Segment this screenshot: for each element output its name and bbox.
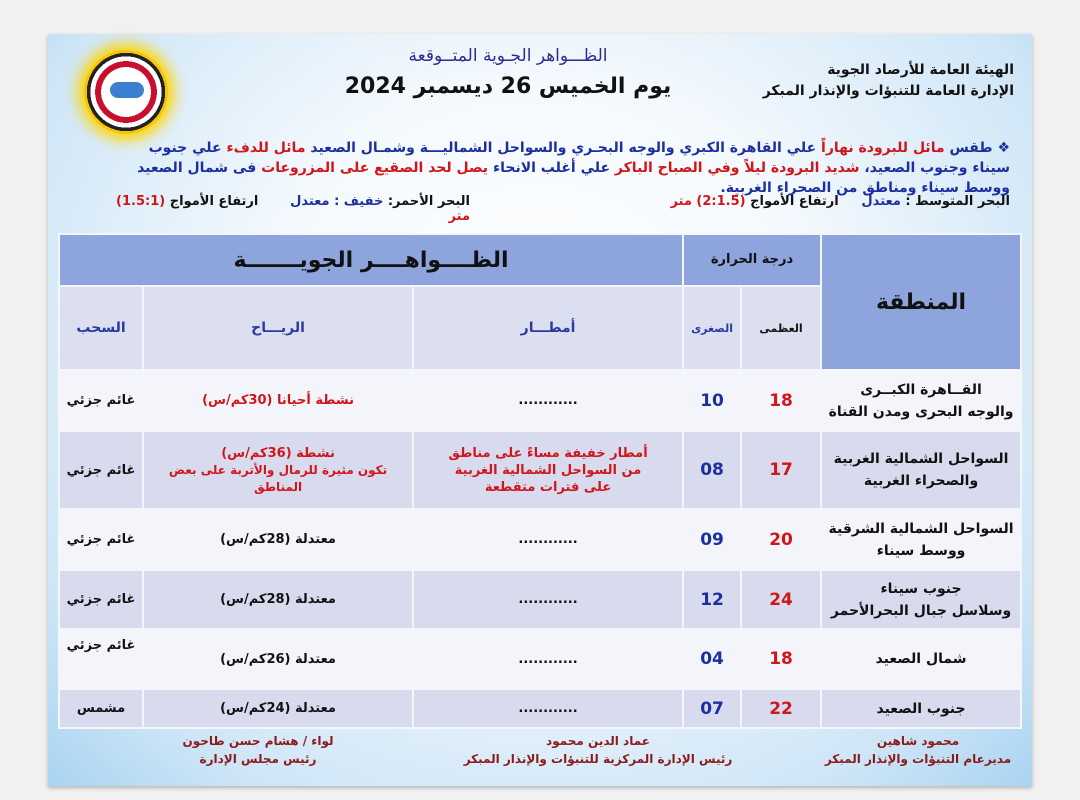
min-temp: 12 bbox=[683, 570, 741, 629]
region-cell: القــاهرة الكبــرى والوجه البحرى ومدن القناة bbox=[821, 370, 1021, 431]
value: خفيف : معتدل bbox=[290, 194, 384, 209]
bullet-icon: ❖ bbox=[997, 140, 1010, 156]
rain-cell: ............ bbox=[413, 689, 683, 728]
rain-cell: أمطار خفيفة مساءً على مناطق من السواحل الشمالية الغربية على فترات متقطعة bbox=[413, 431, 683, 509]
region-header: المنطقة bbox=[821, 234, 1021, 370]
cloud-cell: غائم جزئي bbox=[59, 370, 143, 431]
rain-cell: ............ bbox=[413, 629, 683, 689]
signature-chairman bbox=[148, 732, 368, 768]
signatory-title: مديرعام التنبؤات والإنذار المبكر bbox=[824, 752, 1012, 766]
min-temp: 08 bbox=[683, 431, 741, 509]
min-temp: 10 bbox=[683, 370, 741, 431]
cloud-cell: مشمس bbox=[59, 689, 143, 728]
rain-cell: ............ bbox=[413, 509, 683, 570]
mediterranean-sea bbox=[670, 194, 1010, 209]
ema-logo bbox=[84, 50, 168, 134]
max-temp: 22 bbox=[741, 689, 821, 728]
max-temp: 18 bbox=[741, 370, 821, 431]
summary-text: علي القاهرة الكبري والوجه البحـري والسواحل الشماليـــة وشمـال الصعيد bbox=[310, 140, 817, 156]
summary-highlight: شديد البرودة ليلاً وفي الصباح الباكر bbox=[614, 160, 860, 176]
table-row bbox=[59, 570, 1021, 629]
wind-cell: معتدلة (26كم/س) bbox=[143, 629, 413, 689]
region-cell: السواحل الشمالية الغربية والصحراء الغربية bbox=[821, 431, 1021, 509]
table-row bbox=[59, 431, 1021, 509]
cloud-cell: غائم جزئي bbox=[59, 431, 143, 509]
value: (2:1.5) متر bbox=[670, 194, 746, 209]
max-temp: 24 bbox=[741, 570, 821, 629]
rain-header: أمطـــار bbox=[413, 286, 683, 370]
signatory-name: عماد الدين محمود bbox=[546, 734, 650, 748]
value: (1.5:1) متر bbox=[116, 194, 470, 224]
sea-state bbox=[108, 194, 1010, 224]
rain-cell: ............ bbox=[413, 370, 683, 431]
label: ارتفاع الأمواج bbox=[169, 194, 259, 209]
table-row bbox=[59, 689, 1021, 728]
cloud-icon bbox=[110, 82, 144, 98]
wind-header: الريـــاح bbox=[143, 286, 413, 370]
table-row bbox=[59, 509, 1021, 570]
max-temp: 17 bbox=[741, 431, 821, 509]
summary-text: علي جنوب سيناء وجنوب الصعيد، bbox=[148, 140, 1010, 176]
bulletin-subtitle: الظـــواهر الجـوية المتــوقعة bbox=[408, 46, 608, 66]
region-cell: جنوب الصعيد bbox=[821, 689, 1021, 728]
table-row bbox=[59, 370, 1021, 431]
region-cell: جنوب سيناء وسلاسل جبال البحرالأحمر bbox=[821, 570, 1021, 629]
bulletin-date: يوم الخميس 26 ديسمبر 2024 bbox=[344, 74, 672, 99]
phenomena-header: الظــــواهــــر الجويـــــــة bbox=[59, 234, 683, 286]
red-sea bbox=[108, 194, 470, 224]
rain-cell: ............ bbox=[413, 570, 683, 629]
region-cell: شمال الصعيد bbox=[821, 629, 1021, 689]
summary-highlight: يصل لحد الصقيع على المزروعات bbox=[261, 160, 489, 176]
cloud-cell: غائم جزئي bbox=[59, 570, 143, 629]
summary-highlight: مائل للبرودة نهاراً bbox=[821, 140, 945, 156]
organization bbox=[763, 60, 1014, 102]
region-cell: السواحل الشمالية الشرقية ووسط سيناء bbox=[821, 509, 1021, 570]
org-line-1: الهيئة العامة للأرصاد الجوية bbox=[827, 62, 1014, 78]
cloud-cell: غائم جزئي bbox=[59, 509, 143, 570]
signatory-title: رئيس الإدارة المركزية للتنبؤات والإنذار المبكر bbox=[463, 752, 733, 766]
min-header: الصغرى bbox=[683, 286, 741, 370]
signatory-name: محمود شاهين bbox=[876, 734, 960, 748]
signatory-title: رئيس مجلس الإدارة bbox=[199, 752, 317, 766]
signatory-name: لواء / هشام حسن طاحون bbox=[182, 734, 334, 748]
cloud-header: السحب bbox=[59, 286, 143, 370]
signature-central-director bbox=[448, 732, 748, 768]
wind-cell: معتدلة (28كم/س) bbox=[143, 509, 413, 570]
label: البحر المتوسط : bbox=[905, 194, 1010, 209]
max-temp: 18 bbox=[741, 629, 821, 689]
wind-cell: معتدلة (24كم/س) bbox=[143, 689, 413, 728]
label: ارتفاع الأمواج bbox=[750, 194, 839, 209]
org-line-2: الإدارة العامة للتنبؤات والإنذار المبكر bbox=[762, 83, 1014, 99]
cloud-cell: غائم جزئي bbox=[59, 629, 143, 689]
min-temp: 07 bbox=[683, 689, 741, 728]
summary-highlight: مائل للدفء bbox=[226, 140, 306, 156]
min-temp: 09 bbox=[683, 509, 741, 570]
weather-summary bbox=[108, 138, 1010, 198]
temperature-header: درجة الحرارة bbox=[683, 234, 821, 286]
signature-general-manager bbox=[808, 732, 1028, 768]
forecast-bulletin bbox=[48, 34, 1032, 786]
wind-cell: نشطة (36كم/س) تكون مثيرة للرمال والأتربة على بعض المناطق bbox=[143, 431, 413, 509]
wind-cell: معتدلة (28كم/س) bbox=[143, 570, 413, 629]
summary-text: فى شمال الصعيد ووسط سيناء ومناطق من الصحراء الغربية. bbox=[137, 160, 1010, 196]
table-row bbox=[59, 629, 1021, 689]
forecast-table bbox=[58, 233, 1022, 729]
summary-text: علي أغلب الانحاء bbox=[492, 160, 611, 176]
summary-text: طقس bbox=[949, 140, 993, 156]
max-header: العظمى bbox=[741, 286, 821, 370]
value: معتدل bbox=[861, 194, 901, 209]
label: البحر الأحمر: bbox=[387, 194, 470, 209]
wind-cell: نشطة أحيانا (30كم/س) bbox=[143, 370, 413, 431]
max-temp: 20 bbox=[741, 509, 821, 570]
min-temp: 04 bbox=[683, 629, 741, 689]
